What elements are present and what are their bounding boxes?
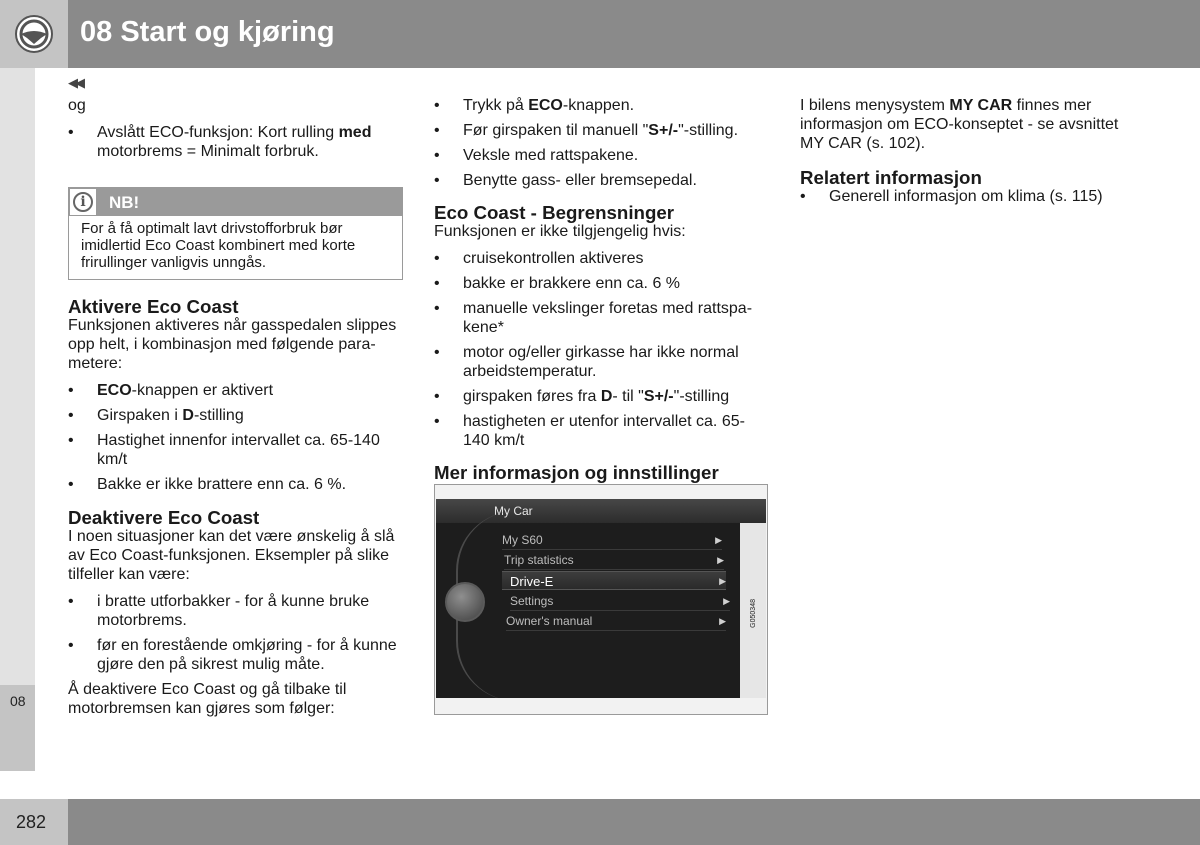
list-item: • Før girspaken til manuell "S+/-"-stilling. [434,121,769,140]
limitations-list [434,249,769,450]
infotainment-screen [436,499,766,698]
note-title: NB! [109,192,140,212]
sidebar-strip [0,68,35,771]
chevron-right-icon: ▶ [723,596,730,606]
intro-text: og [68,97,86,114]
column-3 [800,96,1135,206]
page-number: 282 [16,812,47,832]
chevron-right-icon: ▶ [717,555,724,565]
steering-wheel-icon [14,14,54,54]
section-heading: Mer informasjon og innstillinger [434,462,719,483]
chevron-right-icon: ▶ [719,616,726,626]
related-info-list [800,187,1135,206]
related-link[interactable]: • Generell informasjon om klima (s. 115) [800,187,1135,206]
list-item: • Benytte gass- eller bremsepedal. [434,171,769,190]
eco-off-list [68,123,403,161]
paragraph: I bilens menysystem MY CAR finnes mer informasjon om ECO-konseptet - se avsnittet MY CAR (s. 102). [800,97,1119,152]
list-item: • Veksle med rattspakene. [434,146,769,165]
figure-code: G050348 [750,599,757,628]
section-heading: Aktivere Eco Coast [68,296,239,317]
activate-conditions-list [68,381,403,494]
screen-figure [434,484,768,715]
paragraph: I noen situasjoner kan det være ønskelig å slå av Eco Coast-funksjonen. Eksempler på slike tilfeller kan være: [68,528,395,583]
list-item: • Bakke er ikke brattere enn ca. 6 %. [68,475,403,494]
list-item: • bakke er brakkere enn ca. 6 % [434,274,769,293]
menu-item-drive-e[interactable]: Drive-E ▶ [502,571,726,590]
paragraph: Funksjonen er ikke tilgjengelig hvis: [434,223,686,240]
deactivate-steps-list [434,96,769,190]
paragraph: Å deaktivere Eco Coast og gå tilbake til motorbremsen kan gjøres som følger: [68,681,347,717]
chapter-tab-label: 08 [10,693,26,709]
menu-item-owners-manual[interactable]: Owner's manual ▶ [506,612,726,631]
column-1 [68,96,403,718]
list-item: • cruisekontrollen aktiveres [434,249,769,268]
note-box [68,187,403,280]
note-header [69,188,402,216]
section-heading: Deaktivere Eco Coast [68,507,260,528]
menu-item-settings[interactable]: Settings ▶ [510,592,730,611]
note-body: For å få optimalt lavt drivstofforbruk bør imidlertid Eco Coast kombinert med korte frirullinger vanligvis unngås. [81,220,356,271]
list-item: • før en forestående omkjøring - for å kunne gjøre den på sikrest mulig måte. [68,636,403,674]
list-item: • i bratte utforbakker - for å kunne bruke motorbrems. [68,592,403,630]
list-item: • Hastighet innenfor intervallet ca. 65-140 km/t [68,431,403,469]
menu-item-my-s60[interactable]: My S60 ▶ [502,531,722,550]
chevron-right-icon: ▶ [715,535,722,545]
list-item: • Trykk på ECO-knappen. [434,96,769,115]
screen-title: My Car [494,504,533,518]
car-icon [445,582,485,622]
paragraph: Funksjonen aktiveres når gasspedalen slippes opp helt, i kombinasjon med følgende parametere: [68,317,397,372]
list-item: • ECO-knappen er aktivert [68,381,403,400]
list-item: • hastigheten er utenfor intervallet ca. 65-140 km/t [434,412,769,450]
back-arrows-icon[interactable]: ◀◀ [68,75,82,90]
menu-item-trip-statistics[interactable]: Trip statistics ▶ [504,551,724,570]
deactivate-examples-list [68,592,403,674]
column-2 [434,96,769,482]
list-item: • Girspaken i D-stilling [68,406,403,425]
list-item: • girspaken føres fra D- til "S+/-"-stilling [434,387,769,406]
chevron-right-icon: ▶ [719,576,726,586]
info-icon: i [69,188,97,216]
section-heading: Eco Coast - Begrensninger [434,202,675,223]
section-heading: Relatert informasjon [800,167,982,188]
footer-bar [68,799,1200,845]
list-item: • manuelle vekslinger foretas med rattspakene* [434,299,769,337]
list-item: • Avslått ECO-funksjon: Kort rulling med motorbrems = Minimalt forbruk. [68,123,403,161]
list-item: • motor og/eller girkasse har ikke normal arbeidstemperatur. [434,343,769,381]
chapter-title: 08 Start og kjøring [80,16,335,48]
